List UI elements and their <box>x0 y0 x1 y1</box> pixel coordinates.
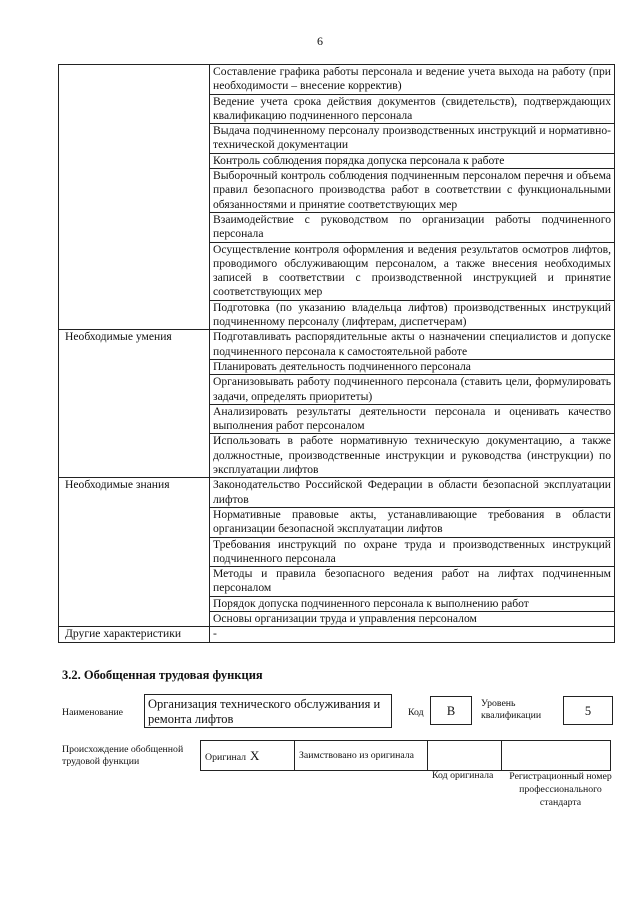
row-text: Контроль соблюдения порядка допуска персонала к работе <box>210 153 615 168</box>
row-text: Составление графика работы персонала и ведение учета выхода на работу (при необходимости – внесение корректив) <box>210 65 615 95</box>
row-text: Взаимодействие с руководством по организации работы подчиненного персонала <box>210 212 615 242</box>
row-text: Подготавливать распорядительные акты о назначении специалистов и допуске подчиненного персонала к самостоятельной работе <box>210 330 615 360</box>
borrowed-label: Заимствовано из оригинала <box>299 750 414 761</box>
original-cell <box>201 741 295 771</box>
row-text: Организовывать работу подчиненного персонала (ставить цели, формулировать задачи, определять приоритеты) <box>210 375 615 405</box>
row-text: Законодательство Российской Федерации в области безопасной эксплуатации лифтов <box>210 478 615 508</box>
code-label: Код <box>408 707 424 718</box>
row-text: Анализировать результаты деятельности персонала и оценивать качество выполнения работ персоналом <box>210 404 615 434</box>
row-group-label: Другие характеристики <box>59 627 210 642</box>
row-text: Порядок допуска подчиненного персонала к выполнению работ <box>210 596 615 611</box>
row-text: Планировать деятельность подчиненного персонала <box>210 359 615 374</box>
row-text: Ведение учета срока действия документов (свидетельств), подтверждающих квалификацию подчиненного персонала <box>210 94 615 124</box>
page-number: 6 <box>317 34 323 48</box>
labor-function-table <box>58 64 615 643</box>
borrowed-cell <box>295 741 428 771</box>
row-text: Основы организации труда и управления персоналом <box>210 611 615 626</box>
row-text: Использовать в работе нормативную техническую документацию, а также должностные, производственные инструкции и руководства (инструкции) по эксплуатации лифтов <box>210 434 615 478</box>
row-text: Выборочный контроль соблюдения подчиненным персоналом перечня и объема правил безопасного производства работ в соответствии с функциональными обязанностями и принятие соответствующих мер <box>210 169 615 213</box>
row-text: Подготовка (по указанию владельца лифтов) производственных инструкций подчиненному персоналу (лифтерам, диспетчерам) <box>210 300 615 330</box>
function-name-field: Организация технического обслуживания и ремонта лифтов <box>144 694 392 728</box>
original-label: Оригинал <box>205 751 247 763</box>
code-field: B <box>430 696 472 725</box>
row-group-label <box>59 65 210 330</box>
name-label: Наименование <box>62 707 124 718</box>
origin-label: Происхождение обобщенной трудовой функции <box>62 744 184 767</box>
row-group-label: Необходимые знания <box>59 478 210 627</box>
row-text: Методы и правила безопасного ведения работ на лифтах подчиненным персоналом <box>210 567 615 597</box>
row-text: Нормативные правовые акты, устанавливающие требования в области организации безопасной эксплуатации лифтов <box>210 507 615 537</box>
reg-number-caption: Регистрационный номер профессионального стандарта <box>509 771 612 808</box>
origin-table <box>200 740 611 771</box>
table-row <box>59 65 615 95</box>
qualification-level-field: 5 <box>563 696 613 725</box>
table-row <box>59 478 615 508</box>
original-mark: X <box>250 747 260 763</box>
row-text: Выдача подчиненному персоналу производственных инструкций и нормативно-технической документации <box>210 124 615 154</box>
row-group-label: Необходимые умения <box>59 330 210 478</box>
reg-number-cell <box>502 741 611 771</box>
code-original-cell <box>428 741 502 771</box>
table-row <box>59 330 615 360</box>
row-text: Осуществление контроля оформления и ведения результатов осмотров лифтов, проводимого обслуживающим персоналом, а также внесения необходимых записей в соответствии с производственной инструкцией и принятие соответствующих мер <box>210 242 615 300</box>
row-text: - <box>210 627 615 642</box>
table-row <box>59 627 615 642</box>
row-text: Требования инструкций по охране труда и производственных инструкций подчиненного персонала <box>210 537 615 567</box>
qualification-level-label: Уровень квалификации <box>481 698 542 721</box>
code-original-caption: Код оригинала <box>432 770 494 781</box>
section-title: 3.2. Обобщенная трудовая функция <box>62 668 263 682</box>
